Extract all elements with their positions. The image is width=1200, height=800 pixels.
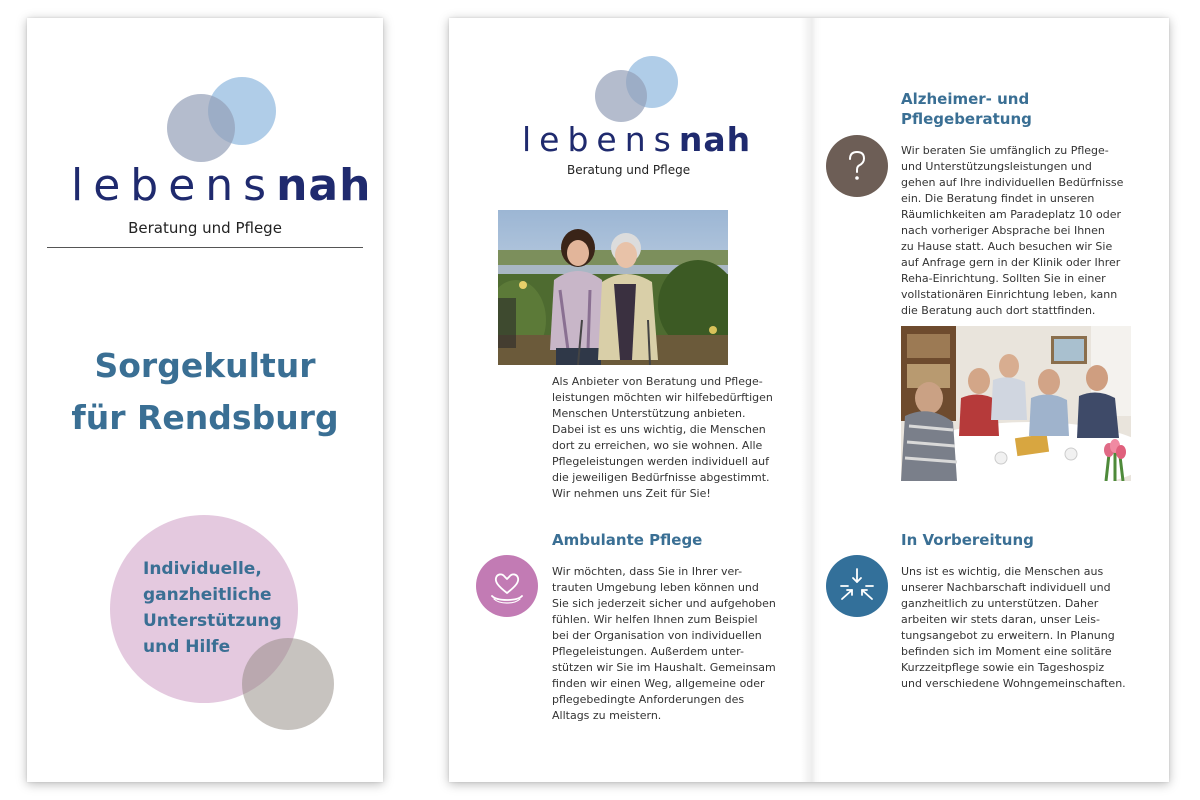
question-glyph	[826, 135, 888, 197]
heading-in-vorbereitung: In Vorbereitung	[901, 531, 1034, 549]
intro-line: Als Anbieter von Beratung und Pflege-	[552, 375, 763, 388]
intro-line: Wir nehmen uns Zeit für Sie!	[552, 487, 711, 500]
logo-word-light: lebens	[71, 160, 277, 211]
vorbereitung-line: befinden sich im Moment eine solitäre	[901, 645, 1112, 658]
alzheimer-line: auf Anfrage gern in der Klinik oder Ihrer	[901, 256, 1121, 269]
ambulant-line: Alltags zu meistern.	[552, 709, 662, 722]
logo-word-bold: nah	[678, 120, 752, 159]
heart-hand-glyph	[476, 555, 538, 617]
ambulant-line: fühlen. Wir helfen Ihnen zum Beispiel	[552, 613, 758, 626]
alzheimer-line: ein. Die Beratung findet in unseren	[901, 192, 1095, 205]
heart-hand-icon	[476, 555, 538, 617]
converging-arrows-icon	[826, 555, 888, 617]
vorbereitung-line: Uns ist es wichtig, die Menschen aus	[901, 565, 1104, 578]
vorbereitung-line: und verschiedene Wohngemeinschaften.	[901, 677, 1126, 690]
vorbereitung-line: Kurzzeitpflege sowie ein Tageshospiz	[901, 661, 1105, 674]
photo-seniors-illustration	[901, 326, 1131, 481]
ambulant-line: finden wir einen Weg, allgemeine oder	[552, 677, 765, 690]
ambulant-line: Pflegeleistungen. Außerdem unter-	[552, 645, 744, 658]
converging-arrows-glyph	[826, 555, 888, 617]
photo-two-women-garden	[498, 210, 728, 365]
logo-circle-slate	[167, 94, 235, 162]
heading-alzheimer-line2: Pflegeberatung	[901, 110, 1032, 128]
page-fold-shadow	[801, 18, 821, 782]
cover-tagline	[143, 556, 282, 660]
alzheimer-line: gehen auf Ihre individuellen Bedürfnisse	[901, 176, 1124, 189]
vorbereitung-line: ganzheitlich zu unterstützen. Daher	[901, 597, 1099, 610]
question-icon	[826, 135, 888, 197]
ambulant-line: Wir möchten, dass Sie in Ihrer ver-	[552, 565, 743, 578]
alzheimer-line: Reha-Einrichtung. Sollten Sie in einer	[901, 272, 1106, 285]
alzheimer-text	[901, 143, 1123, 319]
intro-line: dort zu erreichen, wo sie wohnen. Alle	[552, 439, 763, 452]
brochure-cover	[27, 18, 383, 782]
vorbereitung-text	[901, 564, 1126, 692]
heading-alzheimer	[901, 89, 1032, 129]
ambulant-line: pflegebedingte Anforderungen des	[552, 693, 745, 706]
cover-tagline-line: Unterstützung	[143, 611, 282, 631]
cover-tagline-line: ganzheitliche	[143, 585, 272, 605]
alzheimer-line: zu Hause statt. Auch besuchen wir Sie	[901, 240, 1113, 253]
ambulant-line: trauten Umgebung leben können und	[552, 581, 759, 594]
ambulant-line: stützen wir Sie im Haushalt. Gemeinsam	[552, 661, 776, 674]
cover-divider	[47, 247, 363, 248]
intro-line: die jeweiligen Bedürfnisse abgestimmt.	[552, 471, 770, 484]
vorbereitung-line: tungsangebot zu erweitern. In Planung	[901, 629, 1115, 642]
alzheimer-line: vollstationären Einrichtung leben, kann	[901, 288, 1118, 301]
photo-two-women-illustration	[498, 210, 728, 365]
alzheimer-line: nach vorheriger Absprache bei Ihnen	[901, 224, 1105, 237]
logo-circle-slate	[595, 70, 647, 122]
vorbereitung-line: arbeiten wir stets daran, unser Leis-	[901, 613, 1100, 626]
vorbereitung-line: unserer Nachbarschaft individuell und	[901, 581, 1111, 594]
cover-title	[27, 340, 383, 444]
logo-wordmark	[522, 120, 751, 160]
logo-wordmark	[71, 161, 371, 211]
cover-tagline-line: und Hilfe	[143, 637, 231, 657]
brochure-spread	[449, 18, 1169, 782]
ambulant-line: bei der Organisation von individuellen	[552, 629, 762, 642]
alzheimer-line: Räumlichkeiten am Paradeplatz 10 oder	[901, 208, 1122, 221]
logo-word-bold: nah	[276, 160, 372, 211]
intro-line: Menschen Unterstützung anbieten.	[552, 407, 746, 420]
intro-line: Dabei ist es uns wichtig, die Menschen	[552, 423, 766, 436]
intro-text	[552, 374, 773, 502]
cover-title-line1: Sorgekultur	[94, 346, 316, 385]
cover-tagline-line: Individuelle,	[143, 559, 262, 579]
ambulant-line: Sie sich jederzeit sicher und aufgehoben	[552, 597, 776, 610]
logo-tagline: Beratung und Pflege	[567, 163, 691, 177]
intro-line: Pflegeleistungen werden individuell auf	[552, 455, 770, 468]
logo-tagline: Beratung und Pflege	[128, 219, 282, 237]
heading-alzheimer-line1: Alzheimer- und	[901, 90, 1030, 108]
alzheimer-line: die Beratung auch dort stattfinden.	[901, 304, 1096, 317]
alzheimer-line: Wir beraten Sie umfänglich zu Pflege-	[901, 144, 1109, 157]
logo-word-light: lebens	[522, 120, 679, 159]
cover-title-line2: für Rendsburg	[71, 398, 339, 437]
intro-line: leistungen möchten wir hilfebedürftigen	[552, 391, 773, 404]
photo-seniors-board-game	[901, 326, 1131, 481]
alzheimer-line: und Unterstützungsleistungen und	[901, 160, 1092, 173]
heading-ambulante-pflege: Ambulante Pflege	[552, 531, 703, 549]
ambulant-text	[552, 564, 776, 724]
